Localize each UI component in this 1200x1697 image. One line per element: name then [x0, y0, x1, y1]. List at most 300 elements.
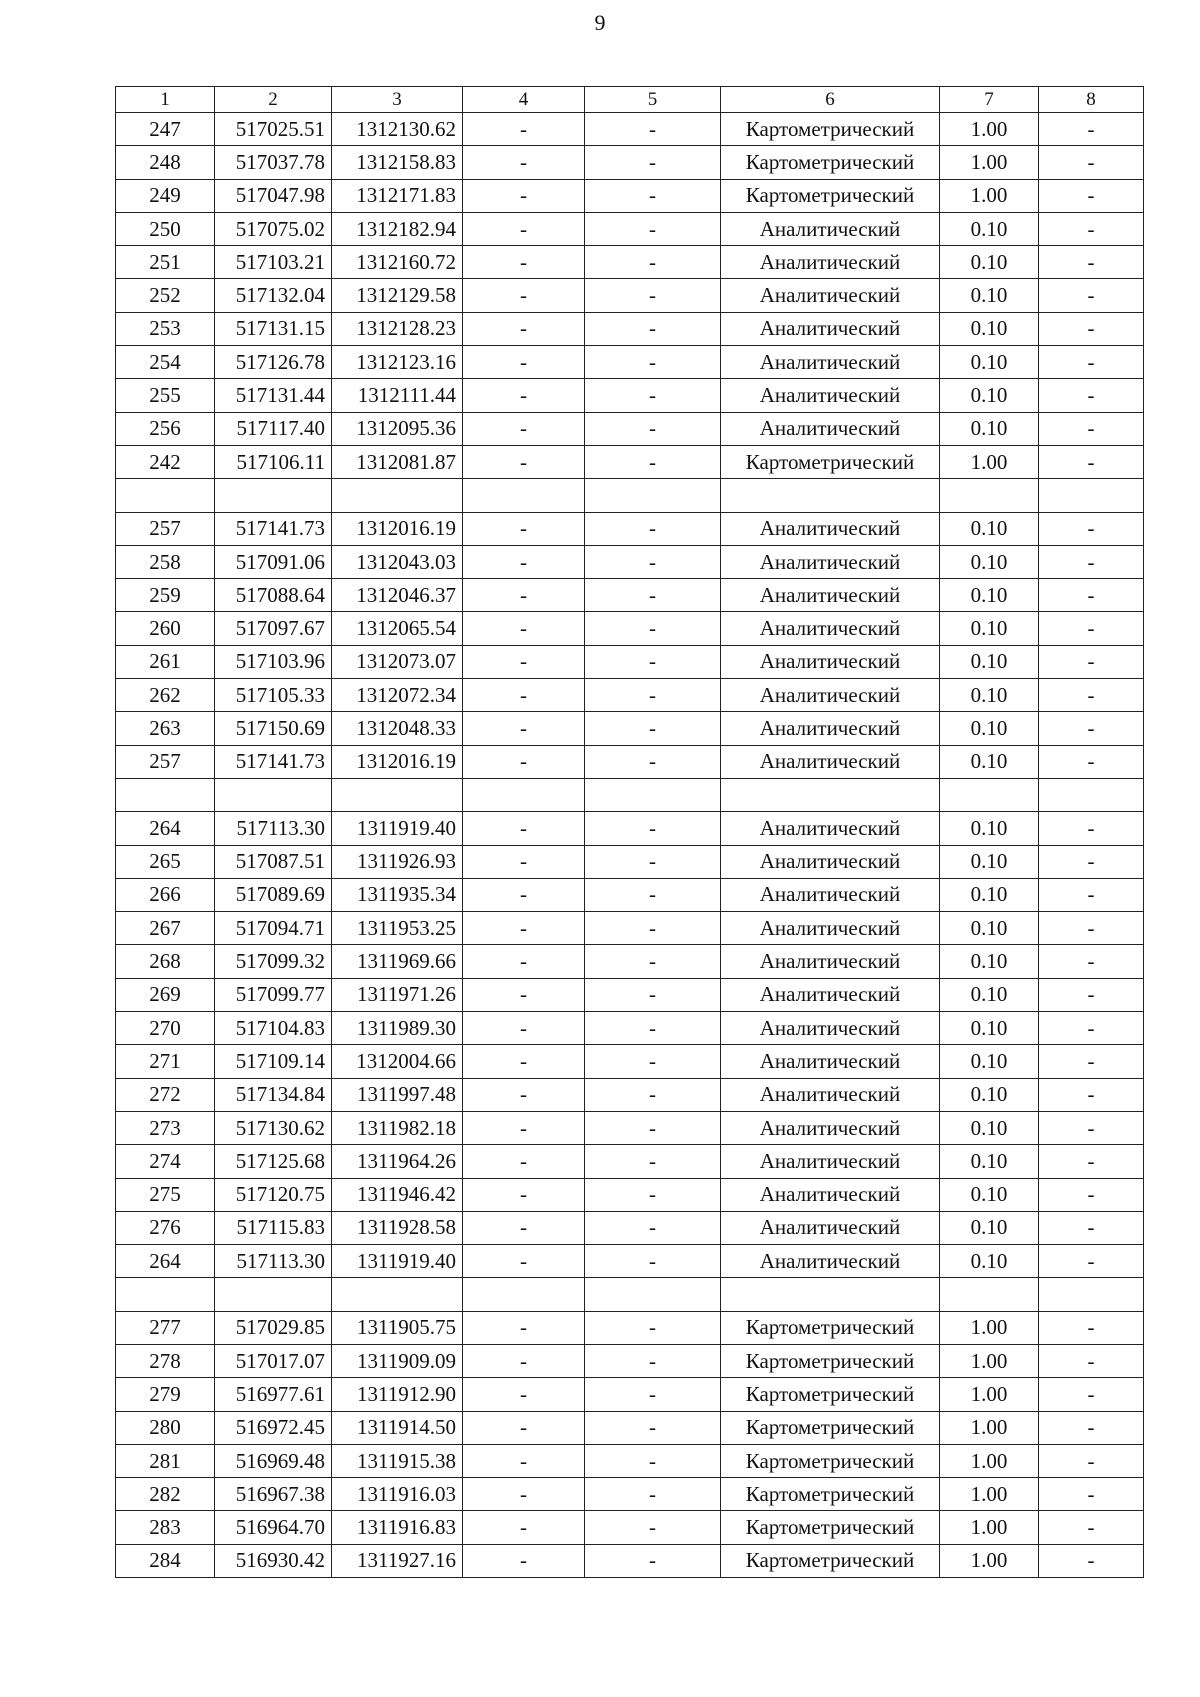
- accuracy-cell: 1.00: [940, 1311, 1039, 1344]
- col-4-cell: -: [463, 878, 585, 911]
- x-coordinate-cell: 517088.64: [215, 579, 332, 612]
- x-coordinate-cell: 517113.30: [215, 1245, 332, 1278]
- point-number-cell: 278: [116, 1344, 215, 1377]
- x-coordinate-cell: 517115.83: [215, 1211, 332, 1244]
- col-8-cell: -: [1039, 279, 1144, 312]
- table-row: [116, 845, 1144, 878]
- method-cell: Картометрический: [721, 113, 940, 146]
- x-coordinate-cell: 517150.69: [215, 712, 332, 745]
- accuracy-cell: 0.10: [940, 1178, 1039, 1211]
- y-coordinate-cell: 1312171.83: [332, 179, 463, 212]
- point-number-cell: 283: [116, 1511, 215, 1544]
- point-number-cell: 269: [116, 978, 215, 1011]
- col-4-cell: -: [463, 412, 585, 445]
- x-coordinate-cell: 517103.21: [215, 246, 332, 279]
- col-8-cell: -: [1039, 146, 1144, 179]
- point-number-cell: 261: [116, 645, 215, 678]
- col-5-cell: -: [585, 1344, 721, 1377]
- table-body: [116, 113, 1144, 1578]
- method-cell: Аналитический: [721, 246, 940, 279]
- accuracy-cell: 0.10: [940, 645, 1039, 678]
- accuracy-cell: [940, 1278, 1039, 1311]
- method-cell: Аналитический: [721, 379, 940, 412]
- col-8-cell: -: [1039, 545, 1144, 578]
- col-8-cell: -: [1039, 512, 1144, 545]
- col-5-cell: -: [585, 1245, 721, 1278]
- y-coordinate-cell: 1312065.54: [332, 612, 463, 645]
- method-cell: [721, 479, 940, 512]
- col-8-cell: -: [1039, 1411, 1144, 1444]
- method-cell: Аналитический: [721, 745, 940, 778]
- accuracy-cell: 0.10: [940, 878, 1039, 911]
- col-8-cell: -: [1039, 945, 1144, 978]
- table-row: [116, 679, 1144, 712]
- point-number-cell: 280: [116, 1411, 215, 1444]
- col-4-cell: -: [463, 1111, 585, 1144]
- x-coordinate-cell: 516930.42: [215, 1544, 332, 1577]
- col-5-cell: -: [585, 1145, 721, 1178]
- x-coordinate-cell: 517109.14: [215, 1045, 332, 1078]
- table-row: [116, 1411, 1144, 1444]
- accuracy-cell: 0.10: [940, 978, 1039, 1011]
- x-coordinate-cell: 517130.62: [215, 1111, 332, 1144]
- table-row: [116, 1511, 1144, 1544]
- column-header-8: 8: [1039, 87, 1144, 113]
- y-coordinate-cell: [332, 1278, 463, 1311]
- table-row: [116, 1111, 1144, 1144]
- point-number-cell: 277: [116, 1311, 215, 1344]
- col-5-cell: -: [585, 1211, 721, 1244]
- table-row: [116, 1344, 1144, 1377]
- point-number-cell: 276: [116, 1211, 215, 1244]
- col-4-cell: -: [463, 1544, 585, 1577]
- col-4-cell: -: [463, 812, 585, 845]
- x-coordinate-cell: 517105.33: [215, 679, 332, 712]
- col-4-cell: -: [463, 1145, 585, 1178]
- y-coordinate-cell: 1311914.50: [332, 1411, 463, 1444]
- accuracy-cell: [940, 778, 1039, 811]
- col-5-cell: -: [585, 1444, 721, 1477]
- point-number-cell: 247: [116, 113, 215, 146]
- accuracy-cell: 1.00: [940, 445, 1039, 478]
- x-coordinate-cell: 516964.70: [215, 1511, 332, 1544]
- accuracy-cell: 0.10: [940, 346, 1039, 379]
- x-coordinate-cell: 517132.04: [215, 279, 332, 312]
- table-row: [116, 1078, 1144, 1111]
- table-row: [116, 346, 1144, 379]
- y-coordinate-cell: 1312043.03: [332, 545, 463, 578]
- table-row: [116, 512, 1144, 545]
- col-5-cell: -: [585, 179, 721, 212]
- point-number-cell: 282: [116, 1478, 215, 1511]
- y-coordinate-cell: 1312130.62: [332, 113, 463, 146]
- point-number-cell: 252: [116, 279, 215, 312]
- table-row: [116, 312, 1144, 345]
- table-row: [116, 412, 1144, 445]
- table-row: [116, 745, 1144, 778]
- method-cell: Аналитический: [721, 1245, 940, 1278]
- x-coordinate-cell: 517134.84: [215, 1078, 332, 1111]
- accuracy-cell: 1.00: [940, 146, 1039, 179]
- x-coordinate-cell: 516977.61: [215, 1378, 332, 1411]
- col-5-cell: -: [585, 612, 721, 645]
- col-8-cell: -: [1039, 312, 1144, 345]
- y-coordinate-cell: 1311916.03: [332, 1478, 463, 1511]
- col-8-cell: -: [1039, 1311, 1144, 1344]
- accuracy-cell: 0.10: [940, 545, 1039, 578]
- point-number-cell: 275: [116, 1178, 215, 1211]
- x-coordinate-cell: 517117.40: [215, 412, 332, 445]
- col-4-cell: -: [463, 978, 585, 1011]
- col-4-cell: -: [463, 279, 585, 312]
- method-cell: Картометрический: [721, 1511, 940, 1544]
- y-coordinate-cell: 1312182.94: [332, 212, 463, 245]
- accuracy-cell: 1.00: [940, 1378, 1039, 1411]
- point-number-cell: 274: [116, 1145, 215, 1178]
- separator-row: [116, 778, 1144, 811]
- col-4-cell: -: [463, 1012, 585, 1045]
- table-row: [116, 545, 1144, 578]
- y-coordinate-cell: 1312158.83: [332, 146, 463, 179]
- y-coordinate-cell: 1311928.58: [332, 1211, 463, 1244]
- col-4-cell: -: [463, 1478, 585, 1511]
- col-4-cell: -: [463, 1311, 585, 1344]
- accuracy-cell: 0.10: [940, 679, 1039, 712]
- method-cell: Аналитический: [721, 312, 940, 345]
- point-number-cell: 242: [116, 445, 215, 478]
- accuracy-cell: 0.10: [940, 812, 1039, 845]
- col-8-cell: -: [1039, 845, 1144, 878]
- col-4-cell: -: [463, 512, 585, 545]
- table-row: [116, 1378, 1144, 1411]
- method-cell: Аналитический: [721, 912, 940, 945]
- col-4-cell: [463, 778, 585, 811]
- accuracy-cell: 0.10: [940, 912, 1039, 945]
- point-number-cell: 248: [116, 146, 215, 179]
- column-header-1: 1: [116, 87, 215, 113]
- column-header-2: 2: [215, 87, 332, 113]
- method-cell: Картометрический: [721, 1344, 940, 1377]
- method-cell: Аналитический: [721, 1012, 940, 1045]
- point-number-cell: 259: [116, 579, 215, 612]
- method-cell: Аналитический: [721, 1178, 940, 1211]
- method-cell: Картометрический: [721, 1478, 940, 1511]
- table-row: [116, 146, 1144, 179]
- x-coordinate-cell: 517017.07: [215, 1344, 332, 1377]
- method-cell: [721, 1278, 940, 1311]
- accuracy-cell: 0.10: [940, 512, 1039, 545]
- accuracy-cell: 0.10: [940, 279, 1039, 312]
- col-8-cell: -: [1039, 1444, 1144, 1477]
- table-row: [116, 445, 1144, 478]
- table-row: [116, 1444, 1144, 1477]
- point-number-cell: [116, 1278, 215, 1311]
- accuracy-cell: [940, 479, 1039, 512]
- method-cell: Аналитический: [721, 545, 940, 578]
- y-coordinate-cell: 1311912.90: [332, 1378, 463, 1411]
- separator-row: [116, 479, 1144, 512]
- y-coordinate-cell: 1311997.48: [332, 1078, 463, 1111]
- accuracy-cell: 1.00: [940, 1478, 1039, 1511]
- column-header-4: 4: [463, 87, 585, 113]
- x-coordinate-cell: 517047.98: [215, 179, 332, 212]
- accuracy-cell: 0.10: [940, 312, 1039, 345]
- table-row: [116, 945, 1144, 978]
- column-header-3: 3: [332, 87, 463, 113]
- method-cell: Аналитический: [721, 645, 940, 678]
- col-4-cell: -: [463, 1045, 585, 1078]
- x-coordinate-cell: 517125.68: [215, 1145, 332, 1178]
- col-8-cell: -: [1039, 1344, 1144, 1377]
- table-row: [116, 1045, 1144, 1078]
- method-cell: Аналитический: [721, 1078, 940, 1111]
- point-number-cell: 272: [116, 1078, 215, 1111]
- column-header-5: 5: [585, 87, 721, 113]
- col-4-cell: -: [463, 645, 585, 678]
- x-coordinate-cell: [215, 1278, 332, 1311]
- table-row: [116, 645, 1144, 678]
- method-cell: Аналитический: [721, 945, 940, 978]
- coordinates-table: [115, 86, 1144, 1578]
- accuracy-cell: 0.10: [940, 1111, 1039, 1144]
- x-coordinate-cell: 517103.96: [215, 645, 332, 678]
- accuracy-cell: 0.10: [940, 379, 1039, 412]
- x-coordinate-cell: 516972.45: [215, 1411, 332, 1444]
- col-5-cell: -: [585, 1078, 721, 1111]
- table-row: [116, 878, 1144, 911]
- point-number-cell: 264: [116, 1245, 215, 1278]
- col-5-cell: -: [585, 1045, 721, 1078]
- y-coordinate-cell: 1312160.72: [332, 246, 463, 279]
- y-coordinate-cell: 1311926.93: [332, 845, 463, 878]
- accuracy-cell: 1.00: [940, 179, 1039, 212]
- separator-row: [116, 1278, 1144, 1311]
- point-number-cell: 263: [116, 712, 215, 745]
- accuracy-cell: 0.10: [940, 1145, 1039, 1178]
- table-row: [116, 179, 1144, 212]
- method-cell: Аналитический: [721, 1045, 940, 1078]
- col-8-cell: -: [1039, 579, 1144, 612]
- x-coordinate-cell: 516969.48: [215, 1444, 332, 1477]
- method-cell: Аналитический: [721, 1111, 940, 1144]
- method-cell: Аналитический: [721, 1211, 940, 1244]
- point-number-cell: [116, 778, 215, 811]
- method-cell: Картометрический: [721, 146, 940, 179]
- col-8-cell: -: [1039, 1178, 1144, 1211]
- x-coordinate-cell: [215, 479, 332, 512]
- col-5-cell: -: [585, 978, 721, 1011]
- col-4-cell: -: [463, 1245, 585, 1278]
- col-5-cell: -: [585, 346, 721, 379]
- accuracy-cell: 1.00: [940, 1511, 1039, 1544]
- table-row: [116, 1478, 1144, 1511]
- method-cell: Аналитический: [721, 845, 940, 878]
- y-coordinate-cell: 1312073.07: [332, 645, 463, 678]
- y-coordinate-cell: 1311905.75: [332, 1311, 463, 1344]
- col-8-cell: -: [1039, 1478, 1144, 1511]
- table-row: [116, 379, 1144, 412]
- col-5-cell: -: [585, 1012, 721, 1045]
- point-number-cell: 255: [116, 379, 215, 412]
- accuracy-cell: 1.00: [940, 1444, 1039, 1477]
- col-8-cell: -: [1039, 1012, 1144, 1045]
- col-5-cell: -: [585, 545, 721, 578]
- col-4-cell: -: [463, 246, 585, 279]
- x-coordinate-cell: 517029.85: [215, 1311, 332, 1344]
- point-number-cell: 253: [116, 312, 215, 345]
- y-coordinate-cell: 1311927.16: [332, 1544, 463, 1577]
- col-5-cell: -: [585, 745, 721, 778]
- point-number-cell: 273: [116, 1111, 215, 1144]
- table-row: [116, 113, 1144, 146]
- col-5-cell: -: [585, 845, 721, 878]
- col-8-cell: -: [1039, 179, 1144, 212]
- col-4-cell: -: [463, 845, 585, 878]
- accuracy-cell: 0.10: [940, 845, 1039, 878]
- col-8-cell: -: [1039, 1245, 1144, 1278]
- col-5-cell: -: [585, 812, 721, 845]
- col-8-cell: -: [1039, 412, 1144, 445]
- y-coordinate-cell: 1311953.25: [332, 912, 463, 945]
- y-coordinate-cell: 1311916.83: [332, 1511, 463, 1544]
- col-8-cell: -: [1039, 1511, 1144, 1544]
- col-4-cell: -: [463, 712, 585, 745]
- col-4-cell: -: [463, 579, 585, 612]
- col-8-cell: -: [1039, 1211, 1144, 1244]
- y-coordinate-cell: 1311964.26: [332, 1145, 463, 1178]
- col-4-cell: -: [463, 146, 585, 179]
- x-coordinate-cell: 517106.11: [215, 445, 332, 478]
- accuracy-cell: 0.10: [940, 212, 1039, 245]
- accuracy-cell: 0.10: [940, 579, 1039, 612]
- point-number-cell: 251: [116, 246, 215, 279]
- col-4-cell: -: [463, 912, 585, 945]
- col-4-cell: [463, 479, 585, 512]
- point-number-cell: 279: [116, 1378, 215, 1411]
- y-coordinate-cell: 1312129.58: [332, 279, 463, 312]
- x-coordinate-cell: 517131.44: [215, 379, 332, 412]
- col-8-cell: -: [1039, 445, 1144, 478]
- table-row: [116, 1311, 1144, 1344]
- table-row: [116, 1012, 1144, 1045]
- point-number-cell: 262: [116, 679, 215, 712]
- x-coordinate-cell: [215, 778, 332, 811]
- point-number-cell: 258: [116, 545, 215, 578]
- y-coordinate-cell: 1312046.37: [332, 579, 463, 612]
- x-coordinate-cell: 517091.06: [215, 545, 332, 578]
- method-cell: Аналитический: [721, 579, 940, 612]
- col-4-cell: -: [463, 612, 585, 645]
- method-cell: Аналитический: [721, 346, 940, 379]
- y-coordinate-cell: 1311969.66: [332, 945, 463, 978]
- y-coordinate-cell: 1311909.09: [332, 1344, 463, 1377]
- col-8-cell: -: [1039, 1145, 1144, 1178]
- point-number-cell: [116, 479, 215, 512]
- column-header-7: 7: [940, 87, 1039, 113]
- table-row: [116, 1211, 1144, 1244]
- table-row: [116, 1178, 1144, 1211]
- accuracy-cell: 1.00: [940, 1411, 1039, 1444]
- method-cell: Картометрический: [721, 1378, 940, 1411]
- y-coordinate-cell: 1311982.18: [332, 1111, 463, 1144]
- col-8-cell: -: [1039, 1544, 1144, 1577]
- col-4-cell: -: [463, 945, 585, 978]
- method-cell: Аналитический: [721, 878, 940, 911]
- method-cell: Аналитический: [721, 679, 940, 712]
- accuracy-cell: 0.10: [940, 1012, 1039, 1045]
- x-coordinate-cell: 517126.78: [215, 346, 332, 379]
- x-coordinate-cell: 517087.51: [215, 845, 332, 878]
- column-header-6: 6: [721, 87, 940, 113]
- y-coordinate-cell: 1312072.34: [332, 679, 463, 712]
- col-4-cell: -: [463, 679, 585, 712]
- col-5-cell: -: [585, 945, 721, 978]
- col-4-cell: -: [463, 179, 585, 212]
- accuracy-cell: 1.00: [940, 113, 1039, 146]
- table-row: [116, 279, 1144, 312]
- col-5-cell: -: [585, 1178, 721, 1211]
- point-number-cell: 256: [116, 412, 215, 445]
- method-cell: Картометрический: [721, 1444, 940, 1477]
- col-5-cell: -: [585, 1378, 721, 1411]
- y-coordinate-cell: 1311915.38: [332, 1444, 463, 1477]
- point-number-cell: 268: [116, 945, 215, 978]
- col-5-cell: [585, 778, 721, 811]
- col-4-cell: -: [463, 745, 585, 778]
- col-5-cell: -: [585, 146, 721, 179]
- table-row: [116, 1245, 1144, 1278]
- col-8-cell: [1039, 1278, 1144, 1311]
- x-coordinate-cell: 517037.78: [215, 146, 332, 179]
- col-5-cell: -: [585, 445, 721, 478]
- point-number-cell: 260: [116, 612, 215, 645]
- accuracy-cell: 0.10: [940, 945, 1039, 978]
- x-coordinate-cell: 516967.38: [215, 1478, 332, 1511]
- col-5-cell: -: [585, 645, 721, 678]
- method-cell: Аналитический: [721, 212, 940, 245]
- col-4-cell: -: [463, 212, 585, 245]
- method-cell: Картометрический: [721, 1411, 940, 1444]
- point-number-cell: 281: [116, 1444, 215, 1477]
- point-number-cell: 257: [116, 512, 215, 545]
- y-coordinate-cell: 1312048.33: [332, 712, 463, 745]
- col-8-cell: -: [1039, 645, 1144, 678]
- accuracy-cell: 0.10: [940, 1245, 1039, 1278]
- y-coordinate-cell: 1311971.26: [332, 978, 463, 1011]
- col-5-cell: -: [585, 579, 721, 612]
- col-8-cell: -: [1039, 612, 1144, 645]
- accuracy-cell: 1.00: [940, 1544, 1039, 1577]
- header-row: [116, 87, 1144, 113]
- x-coordinate-cell: 517131.15: [215, 312, 332, 345]
- col-4-cell: -: [463, 1511, 585, 1544]
- point-number-cell: 257: [116, 745, 215, 778]
- y-coordinate-cell: 1311935.34: [332, 878, 463, 911]
- method-cell: Аналитический: [721, 612, 940, 645]
- col-5-cell: -: [585, 679, 721, 712]
- method-cell: Аналитический: [721, 712, 940, 745]
- method-cell: Картометрический: [721, 1544, 940, 1577]
- table-row: [116, 212, 1144, 245]
- table-row: [116, 1544, 1144, 1577]
- method-cell: Картометрический: [721, 445, 940, 478]
- y-coordinate-cell: 1312081.87: [332, 445, 463, 478]
- col-5-cell: -: [585, 379, 721, 412]
- col-5-cell: -: [585, 878, 721, 911]
- col-4-cell: -: [463, 1411, 585, 1444]
- x-coordinate-cell: 517075.02: [215, 212, 332, 245]
- col-8-cell: -: [1039, 1111, 1144, 1144]
